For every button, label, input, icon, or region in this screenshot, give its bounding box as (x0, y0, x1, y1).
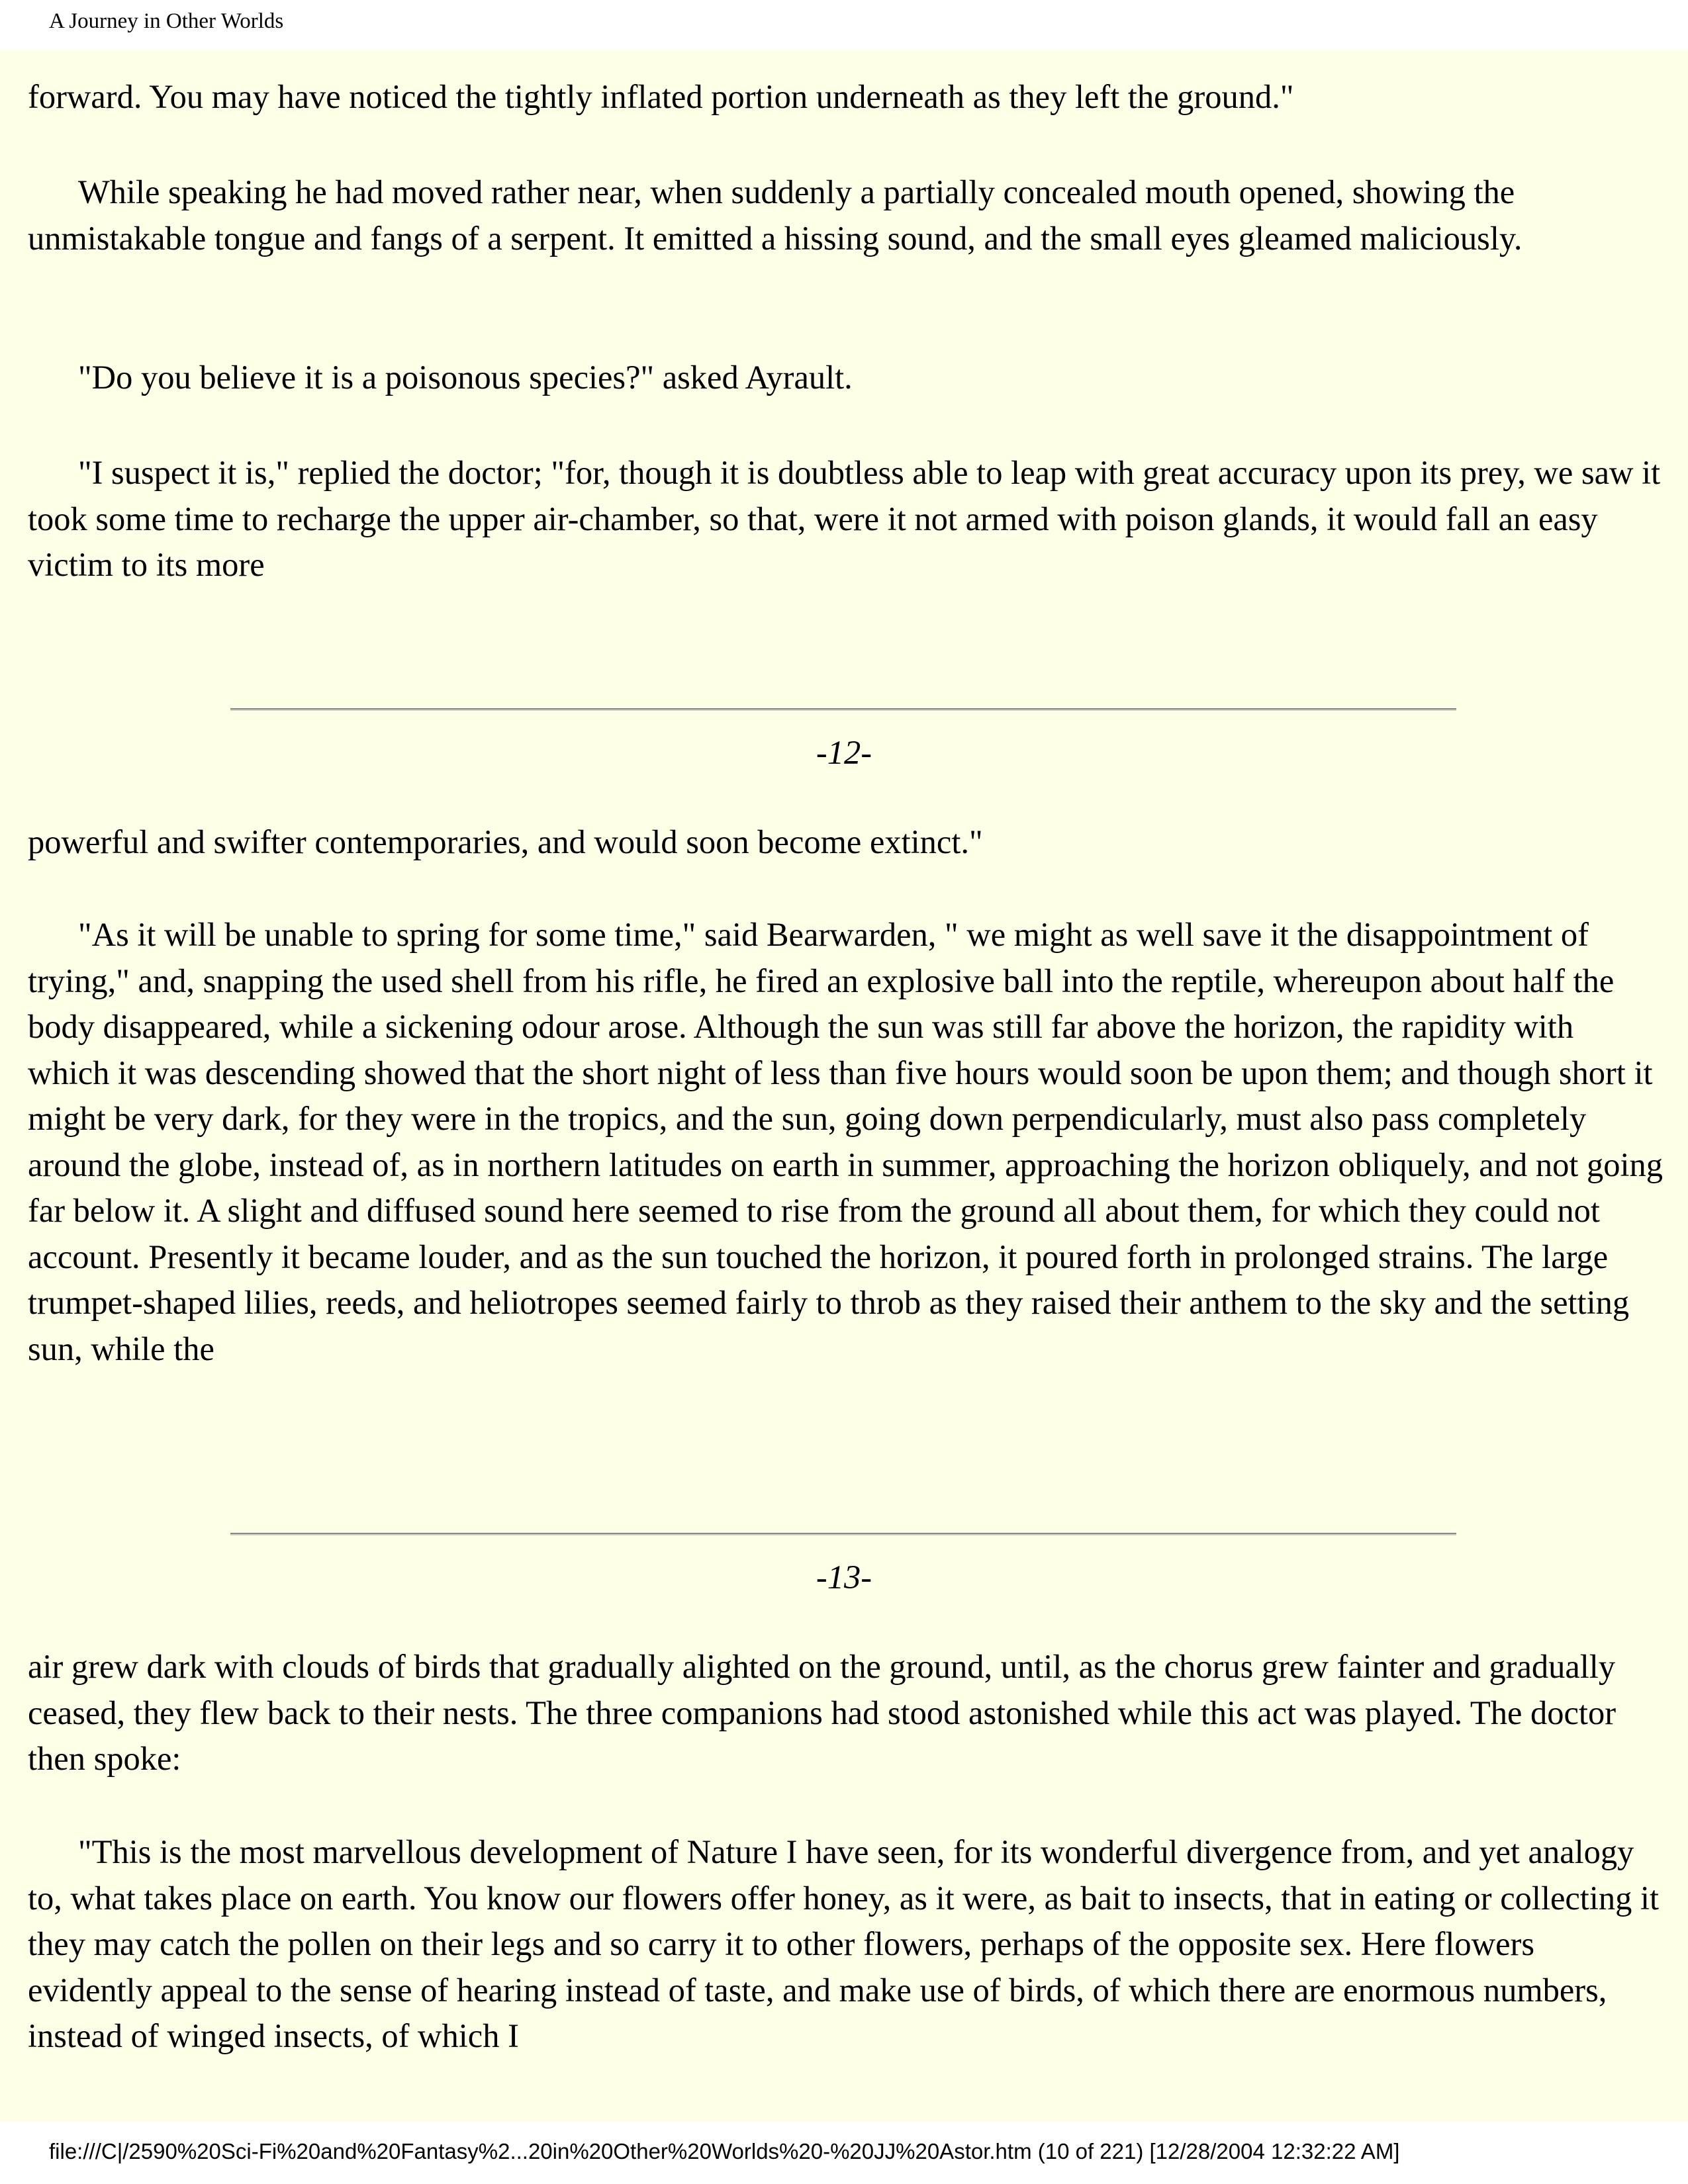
page-divider-rule (230, 1533, 1456, 1535)
paragraph-1: forward. You may have noticed the tightly inflated portion underneath as they left the ground." (28, 78, 1294, 115)
paragraph-6: "As it will be unable to spring for some time," said Bearwarden, " we might as well save it the disappointment of trying," and, snapping the used shell from his rifle, he fired an explosive ball into the reptile, whereupon about half the body disappeared, while a sickening odour arose. Although the sun was still far above the horizon, the rapidity with which it was descending showed that the short night of less than five hours would soon be upon them; and though short it might be very dark, for they were in the tropics, and the sun, going down perpendicularly, must also pass completely around the globe, instead of, as in northern latitudes on earth in summer, approaching the horizon obliquely, and not going far below it. A slight and diffused sound here seemed to rise from the ground all about them, for which they could not account. Presently it became louder, and as the sun touched the horizon, it poured forth in prolonged strains. The large trumpet-shaped lilies, reeds, and heliotropes seemed fairly to throb as they raised their anthem to the sky and the setting sun, while the (28, 916, 1664, 1367)
paragraph-5: powerful and swifter contemporaries, and would soon become extinct." (28, 823, 983, 860)
file-url: file:///C|/2590%20Sci-Fi%20and%20Fantasy%2...20in%20Other%20Worlds%20-%20JJ%20Astor.htm (10 of 221) [12/28/2004 12:32:22 AM] (49, 2139, 1400, 2163)
paragraph-3: "Do you believe it is a poisonous species?" asked Ayrault. (78, 359, 853, 396)
document-body (0, 50, 1688, 2122)
page-number: -12- (816, 734, 872, 771)
document-title: A Journey in Other Worlds (49, 9, 284, 33)
page-number: -13- (816, 1559, 872, 1596)
print-header (0, 0, 1688, 50)
page-divider-rule (230, 708, 1456, 711)
paragraph-2: While speaking he had moved rather near, when suddenly a partially concealed mouth opened, showing the unmistakable tongue and fangs of a serpent. It emitted a hissing sound, and the small eyes gleamed maliciously. (28, 173, 1523, 257)
paragraph-7: air grew dark with clouds of birds that gradually alighted on the ground, until, as the chorus grew fainter and gradually ceased, they flew back to their nests. The three companions had stood astonished while this act was played. The doctor then spoke: (28, 1648, 1617, 1777)
paragraph-8: "This is the most marvellous development of Nature I have seen, for its wonderful divergence from, and yet analogy to, what takes place on earth. You know our flowers offer honey, as it were, as bait to insects, that in eating or collecting it they may catch the pollen on their legs and so carry it to other flowers, perhaps of the opposite sex. Here flowers evidently appeal to the sense of hearing instead of taste, and make use of birds, of which there are enormous numbers, instead of winged insects, of which I (28, 1833, 1660, 2054)
paragraph-4: "I suspect it is," replied the doctor; "for, though it is doubtless able to leap with great accuracy upon its prey, we saw it took some time to recharge the upper air-chamber, so that, were it not armed with poison glands, it would fall an easy victim to its more (28, 454, 1661, 583)
print-footer (0, 2122, 1688, 2184)
